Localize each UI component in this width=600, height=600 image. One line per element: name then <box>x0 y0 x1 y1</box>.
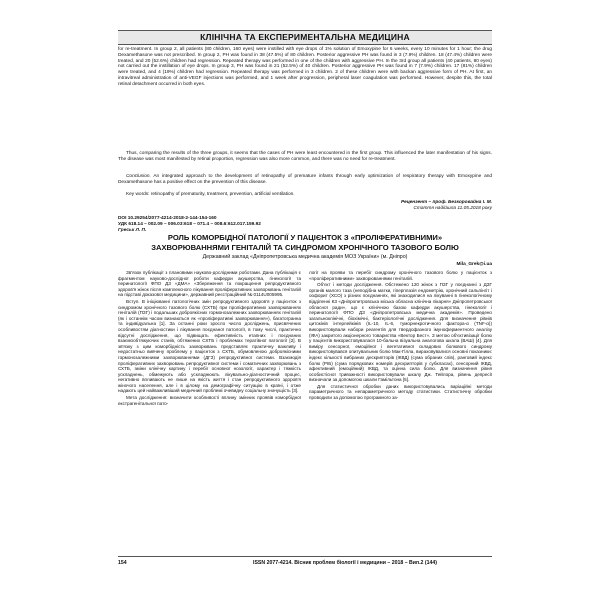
institution: Державний заклад «Дніпропетровська медична академія МОЗ України» (м. Дніпро) <box>202 254 408 260</box>
footer-divider <box>118 556 492 557</box>
conclusion-text: An integrated approach to the development of retinopathy of premature infants through early optimization of respiratory therapy with Emoxypine and Dexamethasone has a positive effect on the prevention of this disease. <box>118 174 493 185</box>
right-paragraph-2: Об'єкт і методи дослідження. Обстежено 120 жінок з ПЗГ у поєднанні з ДЗГ органів малого таза (неподібна матки, гіперплазія ендометрію, хронічний сальпінгіт і оофорит (ХСО) з різних поєднаннях, які знаходилися на лікуванні в гінекологічному відділенні КЗ «Дніпропетровська міська обласна клінічна лікарня» Дніпропетровської обласної ради», що є клінічною базою кафедри акушерства, гінекології і перинатології ФПО ДЗ «Дніпропетровська медична академія». Проведено загальноклінічні, біохімічні, бактеріологічні дослідження. Для визначення рівнів цитокінів інтерлейкінів (IL-10, IL-6, туморнекротичного фактора-α (TNF-α)) використовували набори реагентів для твердофазного імуноферментного аналізу (ІФА) закритого акціонерного товариства «Вектор Бест». З метою об'єктивізації болю у пацієнтів використовувалася 10-бальна візуальна аналогова шкала (ВАШ) [4]. Для виміру сенсорної, емоційної і вегетативної складових болювого синдрому використовувався опитувальник болю Мак-Гілла, вираховувалися основні показники: індекс кількості вибраних дескрипторів (ІКВД) (сума обраних слів), ранговий індекс болю (РІБ) (сума порядкових номерів дескрипторів у субкласах), сенсорний ІКВД, афективний (емоційний) ІКВД, та оцінна сила болю. Для визначення рівня особистісної тривожності використовували шкалу Дж. Тейлора, рівень депресії визначали за допомогою шкали Гамільтона [5]. <box>309 282 492 383</box>
abstract-paragraph-2: Thus, comparing the results of the three groups, it seems that the cases of PH were least encountered in the first group. This influenced the later manifestation of his signs. The disease was most manifested by retinal proportion, regression was also more common, and there was no need for re-treatment. <box>118 151 492 162</box>
article-title-line-2: ЗАХВОРЮВАННЯМИ ГЕНІТАЛІЙ ТА СИНДРОМОМ ХРОНІЧНОГО ТАЗОВОГО БОЛЮ <box>151 243 459 252</box>
udc: УДК 618.14 – 002.09 – 006.03:618 – 071.4 – 008.6:612.017.159.92 <box>118 222 261 227</box>
reviewer: Рецензент – проф. Безкоровайна І. М. <box>400 200 492 205</box>
right-column <box>309 270 492 401</box>
footer <box>118 560 492 566</box>
doi: DOI 10.29254/2077-4214-2018-2-144-154-160 <box>118 216 217 221</box>
journal-info: ISSN 2077-4214. Вісник проблем біології і медицини – 2018 – Вип.2 (144) <box>253 560 437 566</box>
left-paragraph-3: Мета дослідження: визначити особливості вплину змінних проявів коморбідної екстрагенітальної пато- <box>118 395 301 406</box>
received-date: Стаття надійшла 11.05.2018 року <box>413 206 492 211</box>
email: Mila_Grek@i.ua <box>456 262 492 267</box>
article-title-line-1: РОЛЬ КОМОРБІДНОЇ ПАТОЛОГІЇ У ПАЦІЄНТОК З «ПРОЛІФЕРАТИВНИМИ» <box>167 233 443 242</box>
right-paragraph-1: логії на прояви та перебіг синдрому хронічного тазового болю у пацієнток з «проліферативними» захворюваннями геніталій. <box>309 270 492 281</box>
abstract-paragraph-1: for re-treatment. In group 2, all patients (80 children, 160 eyes) were instilled with eye drops of 1% solution of Emoxypine for 6 weeks, every 10 minutes for 1 hour; the drug Dexamethasone was not prescribed. In group 2, PH was found in 38 (47.5%) of 80 children. Posterior aggressive PH was found in 3 (7.9%) children. 18 (47.4%) children were treated, and 20 (52.6%) children had regression. Repeated therapy was performed in one of the children with aggressive PH. In the 3rd group all patients (40 patients, 80 eyes) not carried out the instillation of eye drops. In group 3, PH was found in 21 (52.5%) of 40 children. Posterior aggressive PH was found in 7 (7.9%) children. 17 (81%) children were treated, and 4 (19%) children had regression. Repeated therapy was performed in 3 children. 2 of these children were with backan aggressive form of PH. At first, an intravitreal administration of anti-VEGF injections was performed, and 1 week after progression, peripheral laser coagulation was performed. However, despite this, the total retinal detachment occurred in both eyes. <box>118 47 492 87</box>
left-paragraph-1: Зв'язок публікації з плановими науково-дослідними роботами. Дана публікація є фрагментом науково-дослідної роботи кафедри акушерства, гінекології та перинатології ФПО ДЗ «ДМА» «Збереження та покращення репродуктивного здоров'я жінок після комплексного лікування проліферативних захворювань геніталій на підставі доказової медицини», державний реєстраційний № 0114U005995. <box>118 270 301 298</box>
abstract-conclusion <box>118 174 492 186</box>
page-number: 154 <box>118 560 127 566</box>
section-header: КЛІНІЧНА ТА ЕКСПЕРИМЕНТАЛЬНА МЕДИЦИНА <box>118 30 492 45</box>
keywords: Key words: retinopathy of prematurity, treatment, prevention, artificial ventilation. <box>126 192 295 197</box>
left-column <box>118 270 301 406</box>
conclusion-label: Conclusion. <box>126 174 151 179</box>
left-paragraph-2: Вступ. В ініціюванні патологічних змін репродуктивного здоров'я у пацієнток з синдромом хронічного тазового болю (СХТБ) при проліферативних захворюваннях геніталій (ПЗГ) і подальших доброякісних гормонозалежних захворюваннях геніталій (як і останнім часом визнаються як «проліферативні захворювання»), багатогранна та індивідуальна [1]. За останні роки зросло число досліджень, присвячених особливостям діагностики і лікування поєднаної патології, в тому числі, практично відсутні дослідження, що підвищать ефективність етапних і поєднаних взаємообтяжуючих станів, обтяжених СХТБ і проблемах тератівної патології [2]. В зв'язку з цим коморбідність захворювань представляє практичну важливу і недостатньо вивчену проблему у пацієнток з СХТБ, обумовленою доброякісними гормонозалежними захворюваннями (ДГЗ) репродуктивної системи. Взаємодія проліферативних захворювань репродуктивної системи і соматичних захворювань з СХТБ, зміни клінічну картину і перебіг основної нозології, характер і тяжкість ускладнень, обмежують або ускладнюють лікувально-діагностичний процес, негативно впливають не лише на якість життя і стан репродуктивного здоров'я жіночого населення, але і в цілому на демографічну ситуацію в країні, і отже надають цей найважливіший медичний проблемі очевидну соціальну значущість [3]. <box>118 298 301 394</box>
right-paragraph-3: Для статистичної обробки даних використовувались варіаційні методи параметричного та непараметричного методу статистики. Статистичну обробки проводили за допомогою програмного за- <box>309 383 492 401</box>
author: Греськ Л. П. <box>118 228 147 233</box>
